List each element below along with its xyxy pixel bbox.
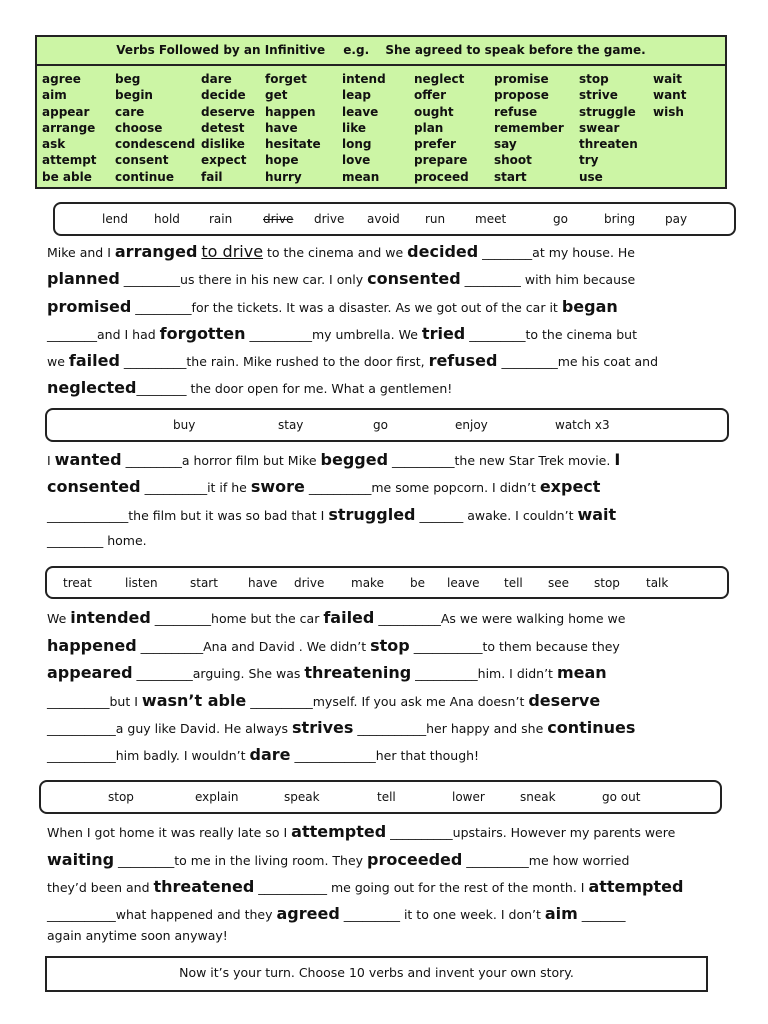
story-line (47, 663, 607, 682)
verb-item: intend (342, 72, 386, 86)
verb-item: be able (42, 169, 92, 184)
verb-item: plan (414, 120, 444, 135)
story-text: _________arguing. She was (132, 666, 305, 681)
word-option: make (351, 575, 384, 590)
verb-item: agree (42, 72, 81, 86)
story-text: _________to the cinema but (465, 327, 638, 342)
verb-item: expect (201, 153, 247, 168)
verb-keyword: failed (323, 608, 375, 627)
word-option: lower (452, 790, 485, 804)
word-option: lend (102, 212, 128, 226)
verb-item: want (653, 88, 687, 103)
verb-keyword: wait (577, 505, 617, 524)
verb-keyword: expect (539, 477, 601, 496)
eg-label: e.g. (343, 43, 370, 57)
verb-column (115, 71, 195, 185)
story-text: ___________to them because they (409, 639, 620, 654)
story-text: _________ home. (47, 533, 147, 548)
verb-item: care (115, 104, 145, 119)
story-text: ___________ me going out for the rest of the month. I (254, 880, 589, 895)
verb-item: shoot (494, 153, 532, 168)
word-option: watch x3 (555, 418, 610, 432)
verb-keyword: refused (428, 351, 498, 370)
story-text: __________upstairs. However my parents were (386, 825, 676, 840)
story-line (47, 850, 629, 869)
story-text: __________me how worried (462, 853, 630, 868)
word-option: go out (602, 790, 641, 804)
verb-column (414, 71, 469, 185)
verb-keyword: forgotten (159, 324, 246, 343)
verb-item: condescend (115, 137, 196, 152)
verb-keyword: continues (547, 718, 636, 737)
story-line (47, 691, 600, 710)
word-option: bring (604, 212, 636, 226)
story-line (47, 928, 228, 943)
story-text: _________a horror film but Mike (121, 453, 321, 468)
story-text: _______ (577, 907, 626, 922)
verb-item: proceed (414, 169, 469, 184)
story-line (47, 745, 479, 764)
verb-item: consent (115, 153, 169, 168)
verb-keyword: swore (250, 477, 305, 496)
word-option: treat (63, 575, 92, 590)
verb-item: dare (201, 72, 232, 86)
verb-item: fail (201, 169, 223, 184)
story-text: __________the rain. Mike rushed to the door first, (119, 354, 429, 369)
story-line (47, 877, 683, 896)
verb-keyword: appeared (47, 663, 133, 682)
verb-item: stop (579, 72, 609, 86)
verb-keyword: began (561, 297, 618, 316)
story-text: again anytime soon anyway! (47, 928, 228, 943)
word-option: stop (594, 575, 620, 590)
verb-keyword: dare (249, 745, 291, 764)
verb-keyword: wanted (54, 450, 122, 469)
story-text: _________home but the car (150, 611, 324, 626)
story-line (47, 351, 658, 370)
verb-keyword: tried (421, 324, 466, 343)
verb-item: start (494, 169, 527, 184)
story-text: __________him. I didn’t (411, 666, 557, 681)
story-line (47, 242, 635, 261)
verb-item: dislike (201, 137, 245, 152)
verb-item: prefer (414, 137, 456, 152)
word-option: hold (154, 212, 180, 226)
word-option: leave (447, 575, 480, 590)
story-text: _________us there in his new car. I only (119, 272, 368, 287)
verb-column (201, 71, 255, 185)
word-option: run (425, 212, 446, 226)
verb-keyword: begged (320, 450, 389, 469)
word-option: sneak (520, 790, 556, 804)
word-option: buy (173, 418, 196, 432)
verb-keyword: threatened (153, 877, 255, 896)
verb-item: try (579, 153, 599, 168)
verb-keyword: consented (47, 477, 141, 496)
verb-keyword: happened (47, 636, 137, 655)
verb-item: promise (494, 72, 549, 86)
word-option: drive (294, 575, 325, 590)
story-line (47, 324, 637, 343)
word-option: pay (665, 212, 688, 226)
verb-item: leave (342, 104, 379, 119)
verb-item: hurry (265, 169, 302, 184)
verb-item: decide (201, 88, 246, 103)
story-text: ________at my house. He (478, 245, 635, 260)
verb-item: deserve (201, 104, 255, 119)
verb-keyword: waiting (47, 850, 115, 869)
verb-item: say (494, 137, 517, 152)
story-text: _____________the film but it was so bad that I (47, 508, 329, 523)
story-text: _________for the tickets. It was a disaster. As we got out of the car it (131, 300, 562, 315)
story-text: Mike and I (47, 245, 115, 260)
verb-item: threaten (579, 137, 638, 152)
verb-item: wish (653, 104, 684, 119)
verb-keyword: attempted (588, 877, 684, 896)
verb-item: mean (342, 169, 380, 184)
verb-item: remember (494, 120, 564, 135)
verb-item: prepare (414, 153, 468, 168)
verb-keyword: agreed (276, 904, 340, 923)
story-text: ___________him badly. I wouldn’t (47, 748, 250, 763)
verb-keyword: threatening (304, 663, 412, 682)
story-text: we (47, 354, 69, 369)
verb-column (579, 71, 638, 185)
word-option: speak (284, 790, 320, 804)
story-text: they’d been and (47, 880, 154, 895)
story-text: We (47, 611, 71, 626)
word-option: stay (278, 418, 304, 432)
verb-item: choose (115, 120, 163, 135)
verb-item: get (265, 88, 288, 103)
verb-keyword: attempted (291, 822, 387, 841)
word-box-2 (45, 408, 729, 442)
verb-item: begin (115, 88, 153, 103)
verb-item: neglect (414, 72, 465, 86)
verb-keyword: deserve (528, 691, 601, 710)
story-line (47, 822, 675, 841)
verb-item: propose (494, 88, 549, 103)
verb-column (342, 71, 386, 185)
verb-item: leap (342, 88, 371, 103)
verb-item: long (342, 137, 372, 152)
verb-item: like (342, 120, 367, 135)
verb-keyword: intended (70, 608, 151, 627)
verb-keyword: aim (544, 904, 578, 923)
story-line (47, 269, 635, 288)
verb-column (265, 71, 321, 185)
word-option: tell (504, 575, 523, 590)
verb-item: forget (265, 72, 307, 86)
story-text: to the cinema and we (263, 245, 408, 260)
verb-item: happen (265, 104, 316, 119)
story-line (47, 533, 147, 548)
story-text: _________ it to one week. I don’t (339, 907, 545, 922)
verb-keyword: consented (367, 269, 461, 288)
story-text: When I got home it was really late so I (47, 825, 292, 840)
word-option: avoid (367, 212, 400, 226)
story-text: ___________what happened and they (47, 907, 277, 922)
verb-item: hesitate (265, 137, 321, 152)
word-option: rain (209, 212, 233, 226)
story-text: __________it if he (140, 480, 251, 495)
verb-item: wait (653, 72, 683, 86)
verb-item: hope (265, 153, 299, 168)
verb-item: use (579, 169, 603, 184)
story-line (47, 608, 625, 627)
story-line (47, 636, 620, 655)
story-text: __________me some popcorn. I didn’t (304, 480, 540, 495)
table-header (37, 37, 725, 66)
verb-item: strive (579, 88, 618, 103)
verb-item: love (342, 153, 371, 168)
story-text: _________me his coat and (497, 354, 659, 369)
verb-keyword: stop (370, 636, 410, 655)
verb-item: ask (42, 137, 66, 152)
story-line (47, 904, 626, 923)
verb-table (35, 35, 727, 189)
word-option: start (190, 575, 218, 590)
verb-keyword: promised (47, 297, 132, 316)
word-option: drive (314, 212, 345, 226)
word-option: talk (646, 575, 669, 590)
verb-item: have (265, 120, 298, 135)
example-sentence: She agreed to speak before the game. (385, 43, 646, 57)
verb-item: arrange (42, 120, 96, 135)
verb-item: detest (201, 120, 245, 135)
verb-keyword: planned (47, 269, 120, 288)
verb-keyword: strives (292, 718, 354, 737)
verb-item: continue (115, 169, 174, 184)
word-option: have (248, 575, 278, 590)
verb-item: aim (42, 88, 67, 103)
verb-item: ought (414, 104, 454, 119)
word-box-4 (39, 780, 722, 814)
story-text: ___________her happy and she (353, 721, 548, 736)
table-title: Verbs Followed by an Infinitive (116, 43, 326, 57)
story-text: I (47, 453, 55, 468)
verb-keyword: proceeded (367, 850, 463, 869)
word-option: listen (125, 575, 158, 590)
story-text: ________and I had (47, 327, 160, 342)
word-option: be (410, 575, 425, 590)
verb-item: appear (42, 104, 90, 119)
final-instruction: Now it’s your turn. Choose 10 verbs and invent your own story. (45, 956, 708, 992)
story-line (47, 505, 616, 524)
word-option: tell (377, 790, 396, 804)
verb-item: beg (115, 72, 141, 86)
verb-item: swear (579, 120, 620, 135)
word-option: go (373, 418, 388, 432)
verb-keyword: failed (68, 351, 120, 370)
story-text: __________myself. If you ask me Ana doesn’t (246, 694, 529, 709)
story-line (47, 378, 452, 397)
story-text: _________ with him because (460, 272, 636, 287)
word-option: drive (263, 212, 294, 226)
verb-column (653, 71, 686, 120)
word-option: see (548, 575, 570, 590)
verb-keyword: I (614, 450, 621, 469)
story-line (47, 477, 600, 496)
verb-keyword: struggled (328, 505, 416, 524)
story-text: __________As we were walking home we (374, 611, 626, 626)
story-text: ___________a guy like David. He always (47, 721, 293, 736)
story-line (47, 718, 635, 737)
word-option: enjoy (455, 418, 488, 432)
verb-keyword: decided (407, 242, 479, 261)
verb-keyword: mean (556, 663, 607, 682)
story-text: __________the new Star Trek movie. (388, 453, 615, 468)
verb-keyword: neglected (47, 378, 137, 397)
verb-item: attempt (42, 153, 97, 168)
story-text: _____________her that though! (290, 748, 480, 763)
example-answer: to drive (201, 242, 264, 261)
story-text: __________my umbrella. We (245, 327, 422, 342)
verb-item: refuse (494, 104, 538, 119)
word-box-1 (53, 202, 736, 236)
story-line (47, 297, 618, 316)
story-text: _______ awake. I couldn’t (415, 508, 578, 523)
story-text: _________to me in the living room. They (114, 853, 368, 868)
verb-keyword: arranged (114, 242, 198, 261)
word-option: explain (195, 790, 239, 804)
story-line (47, 450, 620, 469)
story-text: __________but I (47, 694, 142, 709)
word-box-3 (45, 566, 729, 599)
verb-column (42, 71, 97, 185)
story-text: __________Ana and David . We didn’t (136, 639, 371, 654)
word-option: meet (475, 212, 507, 226)
word-option: stop (108, 790, 134, 804)
word-option: go (553, 212, 568, 226)
story-text: ________ the door open for me. What a gentlemen! (136, 381, 453, 396)
verb-keyword: wasn’t able (141, 691, 247, 710)
verb-item: offer (414, 88, 447, 103)
verb-item: struggle (579, 104, 636, 119)
verb-column (494, 71, 564, 185)
